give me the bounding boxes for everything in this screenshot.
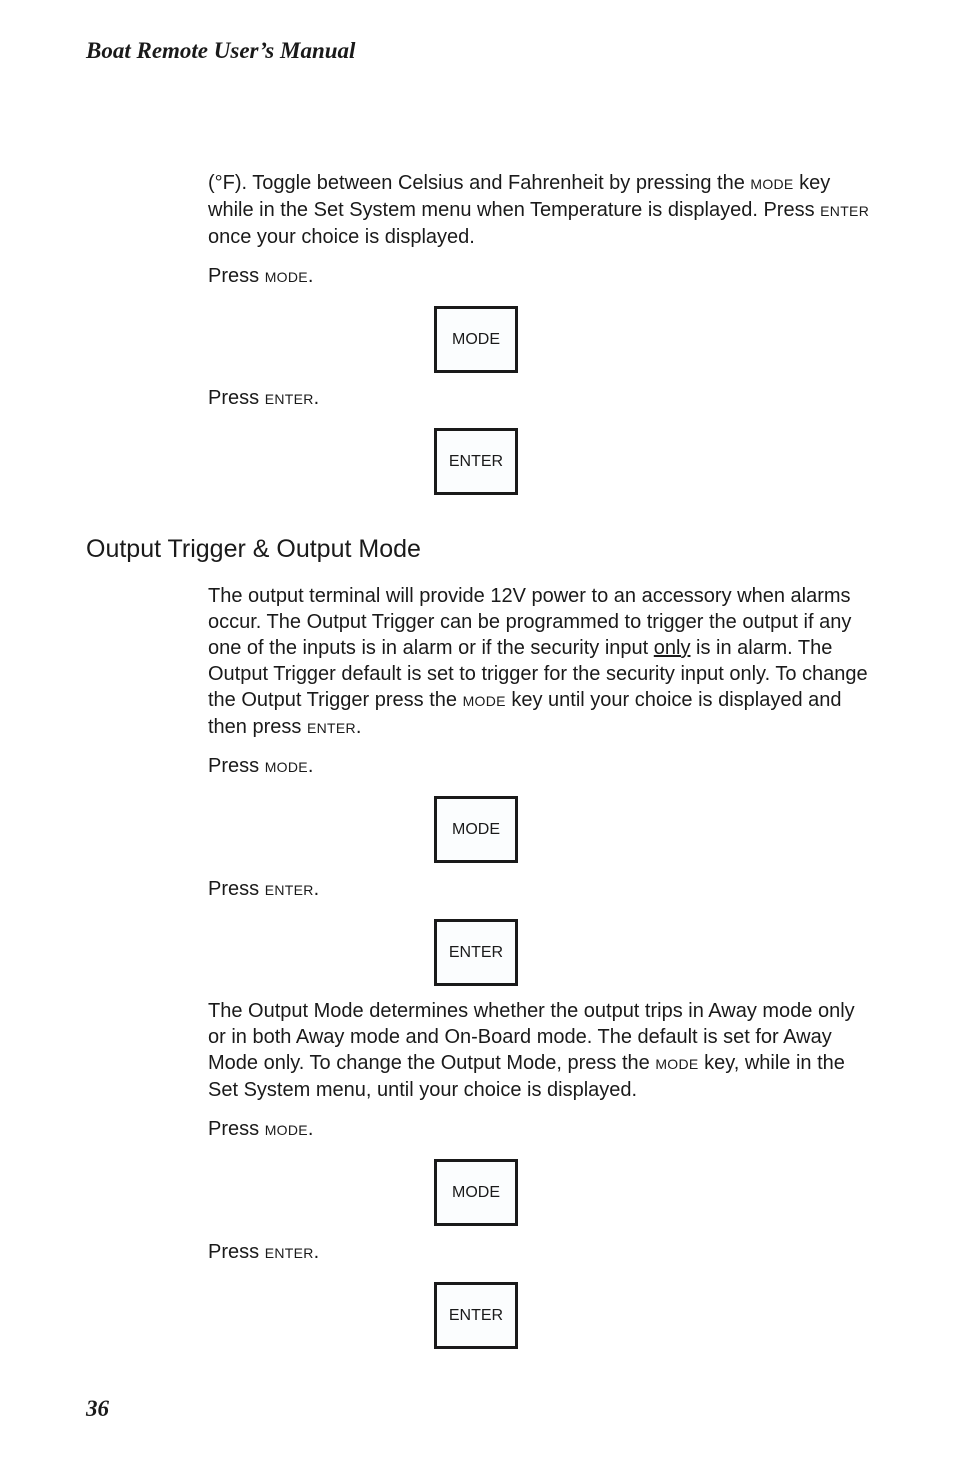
section-heading: Output Trigger & Output Mode — [86, 535, 421, 563]
enter-button[interactable]: ENTER — [434, 919, 518, 986]
output-mode-paragraph: The Output Mode determines whether the output trips in Away mode only or in both Away mode and On-Board mode. The default is set for Away Mode only. To change the Output Mode, press the MODE key, while in the Set System menu, until your choice is displayed. — [208, 1000, 855, 1101]
press-mode-instruction: Press MODE. — [208, 1118, 314, 1140]
enter-button[interactable]: ENTER — [434, 428, 518, 495]
mode-key-ref: MODE — [655, 1056, 699, 1072]
enter-key-ref: ENTER — [306, 720, 356, 736]
press-enter-instruction: Press ENTER. — [208, 387, 320, 409]
page-number: 36 — [86, 1396, 109, 1421]
press-enter-instruction: Press ENTER. — [208, 1241, 320, 1263]
mode-button[interactable]: MODE — [434, 306, 518, 373]
mode-button[interactable]: MODE — [434, 796, 518, 863]
mode-key-ref: MODE — [462, 693, 506, 709]
press-mode-instruction: Press MODE. — [208, 755, 314, 777]
running-head-title: Boat Remote User’s Manual — [86, 38, 356, 63]
mode-button[interactable]: MODE — [434, 1159, 518, 1226]
temperature-paragraph: (°F). Toggle between Celsius and Fahrenheit by pressing the MODE key while in the Set System menu when Temperature is displayed. Press ENTER once your choice is displayed. — [208, 172, 870, 248]
press-mode-instruction: Press MODE. — [208, 265, 314, 287]
enter-button[interactable]: ENTER — [434, 1282, 518, 1349]
press-enter-instruction: Press ENTER. — [208, 878, 320, 900]
mode-key-ref: MODE — [750, 176, 794, 192]
enter-key-ref: ENTER — [820, 203, 870, 219]
output-trigger-paragraph: The output terminal will provide 12V power to an accessory when alarms occur. The Output Trigger can be programmed to trigger the output if any one of the inputs is in alarm or if the security input only is in alarm. The Output Trigger default is set to trigger for the security input only. To change the Output Trigger press the MODE key until your choice is displayed and then press ENTER. — [208, 585, 868, 738]
